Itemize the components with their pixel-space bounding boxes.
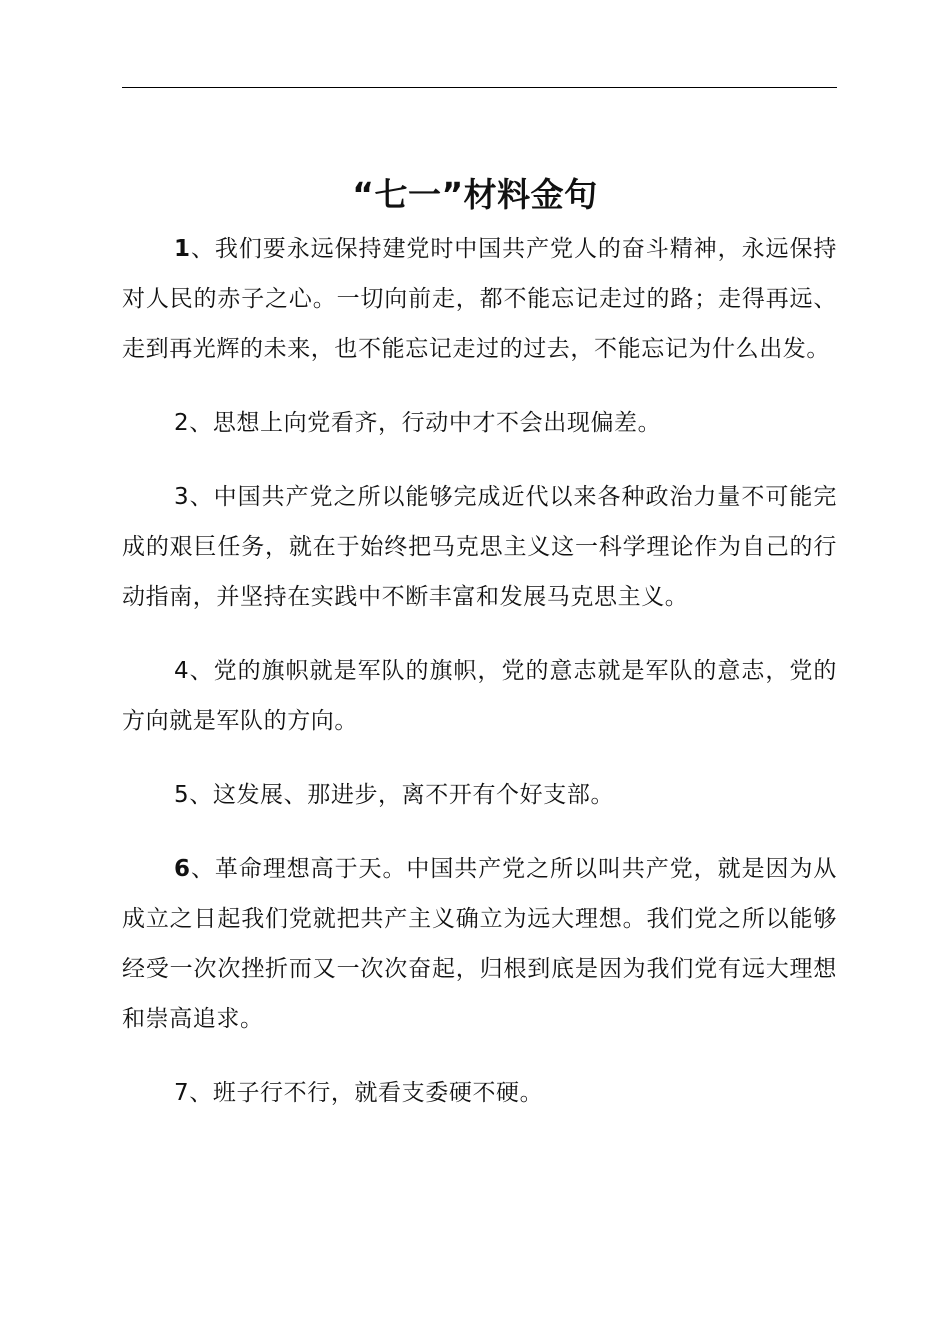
- item-separator: 、: [189, 484, 214, 510]
- list-item-6: [122, 844, 837, 1044]
- item-separator: 、: [189, 782, 213, 808]
- item-separator: 、: [190, 856, 215, 882]
- list-item-1: [122, 224, 837, 374]
- item-text: 革命理想高于天。中国共产党之所以叫共产党，就是因为从成立之日起我们党就把共产主义确立为远大理想。我们党之所以能够经受一次次挫折而又一次次奋起，归根到底是因为我们党有远大理想和崇高追求。: [122, 856, 837, 1032]
- item-separator: 、: [190, 236, 215, 262]
- item-number: 1: [174, 236, 191, 262]
- list-item-4: [122, 646, 837, 746]
- item-number: 5: [174, 782, 190, 808]
- item-text: 班子行不行，就看支委硬不硬。: [212, 1080, 544, 1106]
- list-item-7: [122, 1068, 837, 1118]
- item-text: 党的旗帜就是军队的旗帜，党的意志就是军队的意志，党的方向就是军队的方向。: [122, 658, 837, 734]
- item-number: 7: [174, 1080, 190, 1106]
- list-item-2: [122, 398, 837, 448]
- item-separator: 、: [189, 410, 213, 436]
- item-text: 我们要永远保持建党时中国共产党人的奋斗精神，永远保持对人民的赤子之心。一切向前走，都不能忘记走过的路；走得再远、走到再光辉的未来，也不能忘记走过的过去，不能忘记为什么出发。: [122, 236, 837, 362]
- list-item-3: [122, 472, 837, 622]
- document-title: “七一”材料金句: [352, 175, 598, 215]
- item-text: 中国共产党之所以能够完成近代以来各种政治力量不可能完成的艰巨任务，就在于始终把马克思主义这一科学理论作为自己的行动指南，并坚持在实践中不断丰富和发展马克思主义。: [122, 484, 837, 610]
- document-body: [122, 224, 837, 1142]
- item-number: 2: [174, 410, 190, 436]
- item-separator: 、: [189, 1080, 213, 1106]
- item-text: 这发展、那进步，离不开有个好支部。: [212, 782, 615, 808]
- item-text: 思想上向党看齐，行动中才不会出现偏差。: [212, 410, 662, 436]
- list-item-5: [122, 770, 837, 820]
- header-rule: [122, 87, 837, 88]
- item-number: 6: [174, 856, 191, 882]
- item-separator: 、: [189, 658, 214, 684]
- item-number: 4: [174, 658, 190, 684]
- item-number: 3: [174, 484, 190, 510]
